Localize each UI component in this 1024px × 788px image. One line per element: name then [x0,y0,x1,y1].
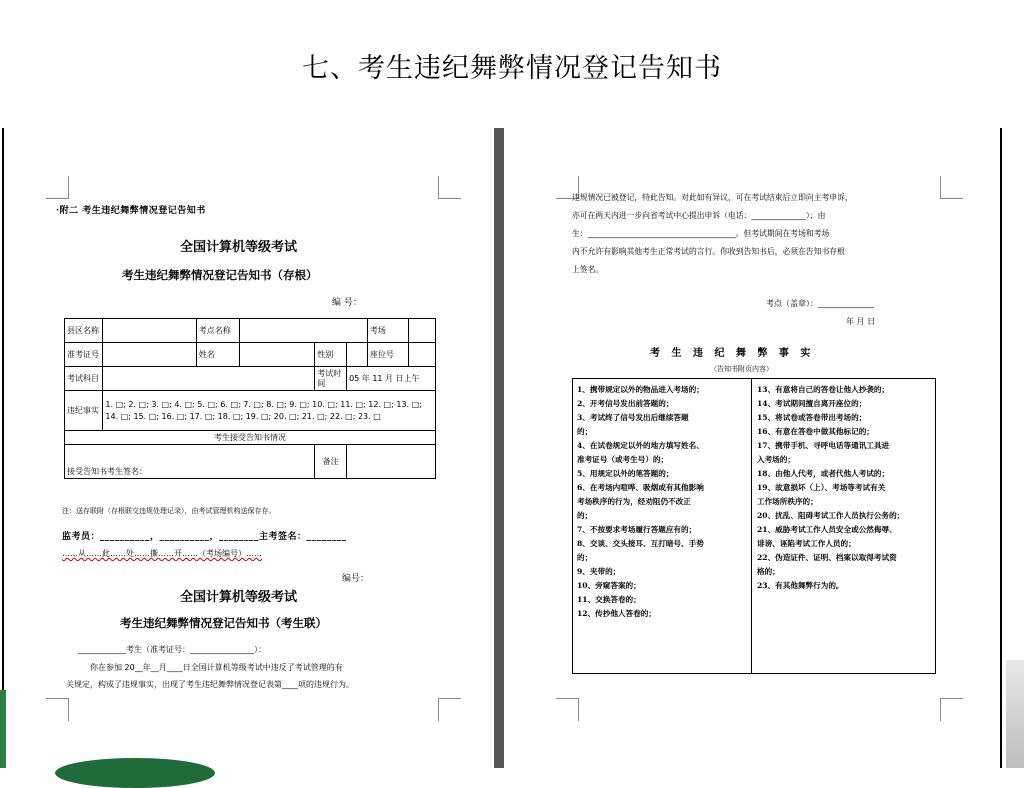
right-page-edge [1000,128,1002,768]
fact-item: 17、携带手机、寻呼电话等通讯工具进 [757,441,890,450]
attachment-heading: ·附二 考生违纪舞弊情况登记告知书 [56,206,206,216]
fact-item: 准考证号（或考生号）的； [577,455,669,464]
ticket-no-cell [103,343,196,367]
county-name-label: 县区名称 [65,319,103,343]
body-line-2: 关规定，构成了违规事实，出现了考生违纪舞弊情况登记表第____项的违规行为。 [66,680,354,689]
site-name-label: 考点名称 [196,319,239,343]
crop-mark-br-right [940,698,963,721]
crop-mark-tr [438,176,461,199]
fact-item: 入考场的； [757,455,795,464]
crop-mark-tl [46,176,69,199]
fact-item: 16、有意在答卷中做其他标记的； [757,427,874,436]
fact-item: 的； [577,553,593,562]
signature-cell [65,445,315,479]
crop-mark-tr-right [940,176,963,199]
seat-no-cell [408,343,435,367]
fact-item: 8、交谈、交头接耳、互打暗号、手势 [577,539,704,548]
name-cell [239,343,315,367]
fact-item: 19、故意损坏（上）、考场等考试有关 [757,483,886,492]
green-decoration-arc [55,758,215,788]
invigilator-line: 监考员：__________，__________，________主考签名：________ [62,532,347,542]
notice-para-5: 上签名。 [572,265,604,274]
fact-item: 20、扰乱、阻碍考试工作人员执行公务的； [757,511,905,520]
room-cell [408,319,435,343]
stub-form-title: 考生违纪舞弊情况登记告知书（存根） [122,268,318,282]
facts-title: 考 生 违 纪 舞 弊 事 实 [650,348,815,359]
crop-mark-br [438,698,461,721]
site-stamp-signature: 考点（盖章）：______________ [766,299,874,308]
fact-item: 22、伪造证件、证明、档案以取得考试资 [757,553,897,562]
body-line-1: 你在参加 20__年__月____日全国计算机等级考试中违反了考试管理的有 [90,663,343,672]
student-form-title: 考生违纪舞弊情况登记告知书（考生联） [120,616,327,630]
exam-title-2: 全国计算机等级考试 [180,590,298,605]
stub-info-table [64,318,436,479]
violation-facts-label: 违纪事实 [65,391,103,431]
exam-time-label: 考试时间 [315,367,347,391]
remarks-label: 备注 [315,445,347,479]
facts-divider [751,379,752,673]
fact-item: 21、威胁考试工作人员安全或公然侮辱、 [757,525,897,534]
fact-item: 23、有其他舞弊行为的。 [757,581,844,590]
fact-item: 的； [577,511,593,520]
remarks-cell [347,445,436,479]
serial-label-2: 编号： [342,574,370,584]
seat-no-label: 座位号 [367,343,408,367]
exam-title: 全国计算机等级考试 [180,240,298,255]
violation-items: 1. □; 2. □; 3. □; 4. □; 5. □; 6. □; 7. □; 8. □; 9. □; 10. □; 11. □; 12. □; 13. □; 14. □; 15. □; 16. □; 17. □; 18. □; 19. □; 20. □; 21. □; 22. □; 23. □ [103,391,436,431]
name-label: 姓名 [196,343,239,367]
subject-label: 考试科目 [65,367,103,391]
notice-para-1: 违规情况已被登记，特此告知。对此如有异议，可在考试结束后立即向主考申诉， [572,193,853,202]
fact-item: 诽谤、诬陷考试工作人员的； [757,539,856,548]
fact-item: 2、开考信号发出前答题的； [577,399,674,408]
site-name-cell [239,319,367,343]
county-name-cell [103,319,196,343]
fact-item: 的； [577,427,593,436]
gender-cell [347,343,368,367]
green-decoration-left [0,690,6,768]
fact-item: 1、携带规定以外的物品进入考场的； [577,385,704,394]
center-page-gap [494,128,504,768]
facts-box [572,378,936,674]
notice-para-2: 亦可在两天内进一步向省考试中心提出申诉（电话：______________）；由 [572,211,826,220]
serial-label: 编 号： [332,298,362,308]
exam-time-value: 05 年 11 月 日上午 [347,367,436,391]
slide-title: 七、考生违纪舞弊情况登记告知书 [302,53,722,84]
fact-item: 6、在考场内喧哗、吸烟或有其他影响 [577,483,704,492]
ticket-no-label: 准考证号 [65,343,103,367]
fact-item: 13、有意将自己的答卷让他人抄袭的； [757,385,890,394]
gender-label: 性别 [315,343,347,367]
facts-left-column [577,383,753,673]
fact-item: 12、传抄他人答卷的； [577,609,656,618]
fact-item: 10、旁窥答案的； [577,581,641,590]
left-document-page [4,128,494,768]
cut-line: ……从……此……处……撕……开……（考场编号）…… [62,549,262,558]
right-document-page [504,128,1000,768]
fact-item: 9、夹带的； [577,567,621,576]
student-line: ____________考生（准考证号：________________）： [78,645,266,654]
fact-item: 5、用规定以外的笔答题的； [577,469,674,478]
stub-note: 注：送存联附（存根联交违规处理记录），由考试管理机构送保存存。 [62,507,276,515]
fact-item: 4、在试卷规定以外的地方填写姓名、 [577,441,704,450]
fact-item: 工作场所秩序的； [757,497,818,506]
notice-date: 年 月 日 [846,317,876,326]
fact-item: 11、交换答卷的； [577,595,641,604]
crop-mark-bl-right [556,698,579,721]
fact-item: 3、考试终了信号发出后继续答题 [577,413,689,422]
fact-item: 考场秩序的行为，经劝阻仍不改正 [577,497,691,506]
receipt-status-header: 考生接受告知书情况 [65,431,436,445]
subject-cell [103,367,315,391]
fact-item: 7、不按要求考场履行答题应有的； [577,525,697,534]
room-label: 考场 [367,319,408,343]
facts-subtitle: （告知书附页内容） [710,365,773,373]
notice-para-3: 生：______________________________________。但考试期间在考场和考场 [572,229,830,238]
fact-item: 18、由他人代考，或者代他人考试的； [757,469,890,478]
facts-right-column [757,383,933,673]
receipt-signature-label: 接受告知书考生签名： [67,467,147,476]
fact-item: 格的； [757,567,780,576]
fact-item: 14、考试期间擅自离开座位的； [757,399,867,408]
fact-item: 15、将试卷或答卷带出考场的； [757,413,867,422]
gray-decoration-right [1006,660,1024,768]
crop-mark-bl [46,698,69,721]
notice-para-4: 内不允许有影响其他考生正常考试的言行。你收到告知书后，必须在告知书存根 [572,247,845,256]
